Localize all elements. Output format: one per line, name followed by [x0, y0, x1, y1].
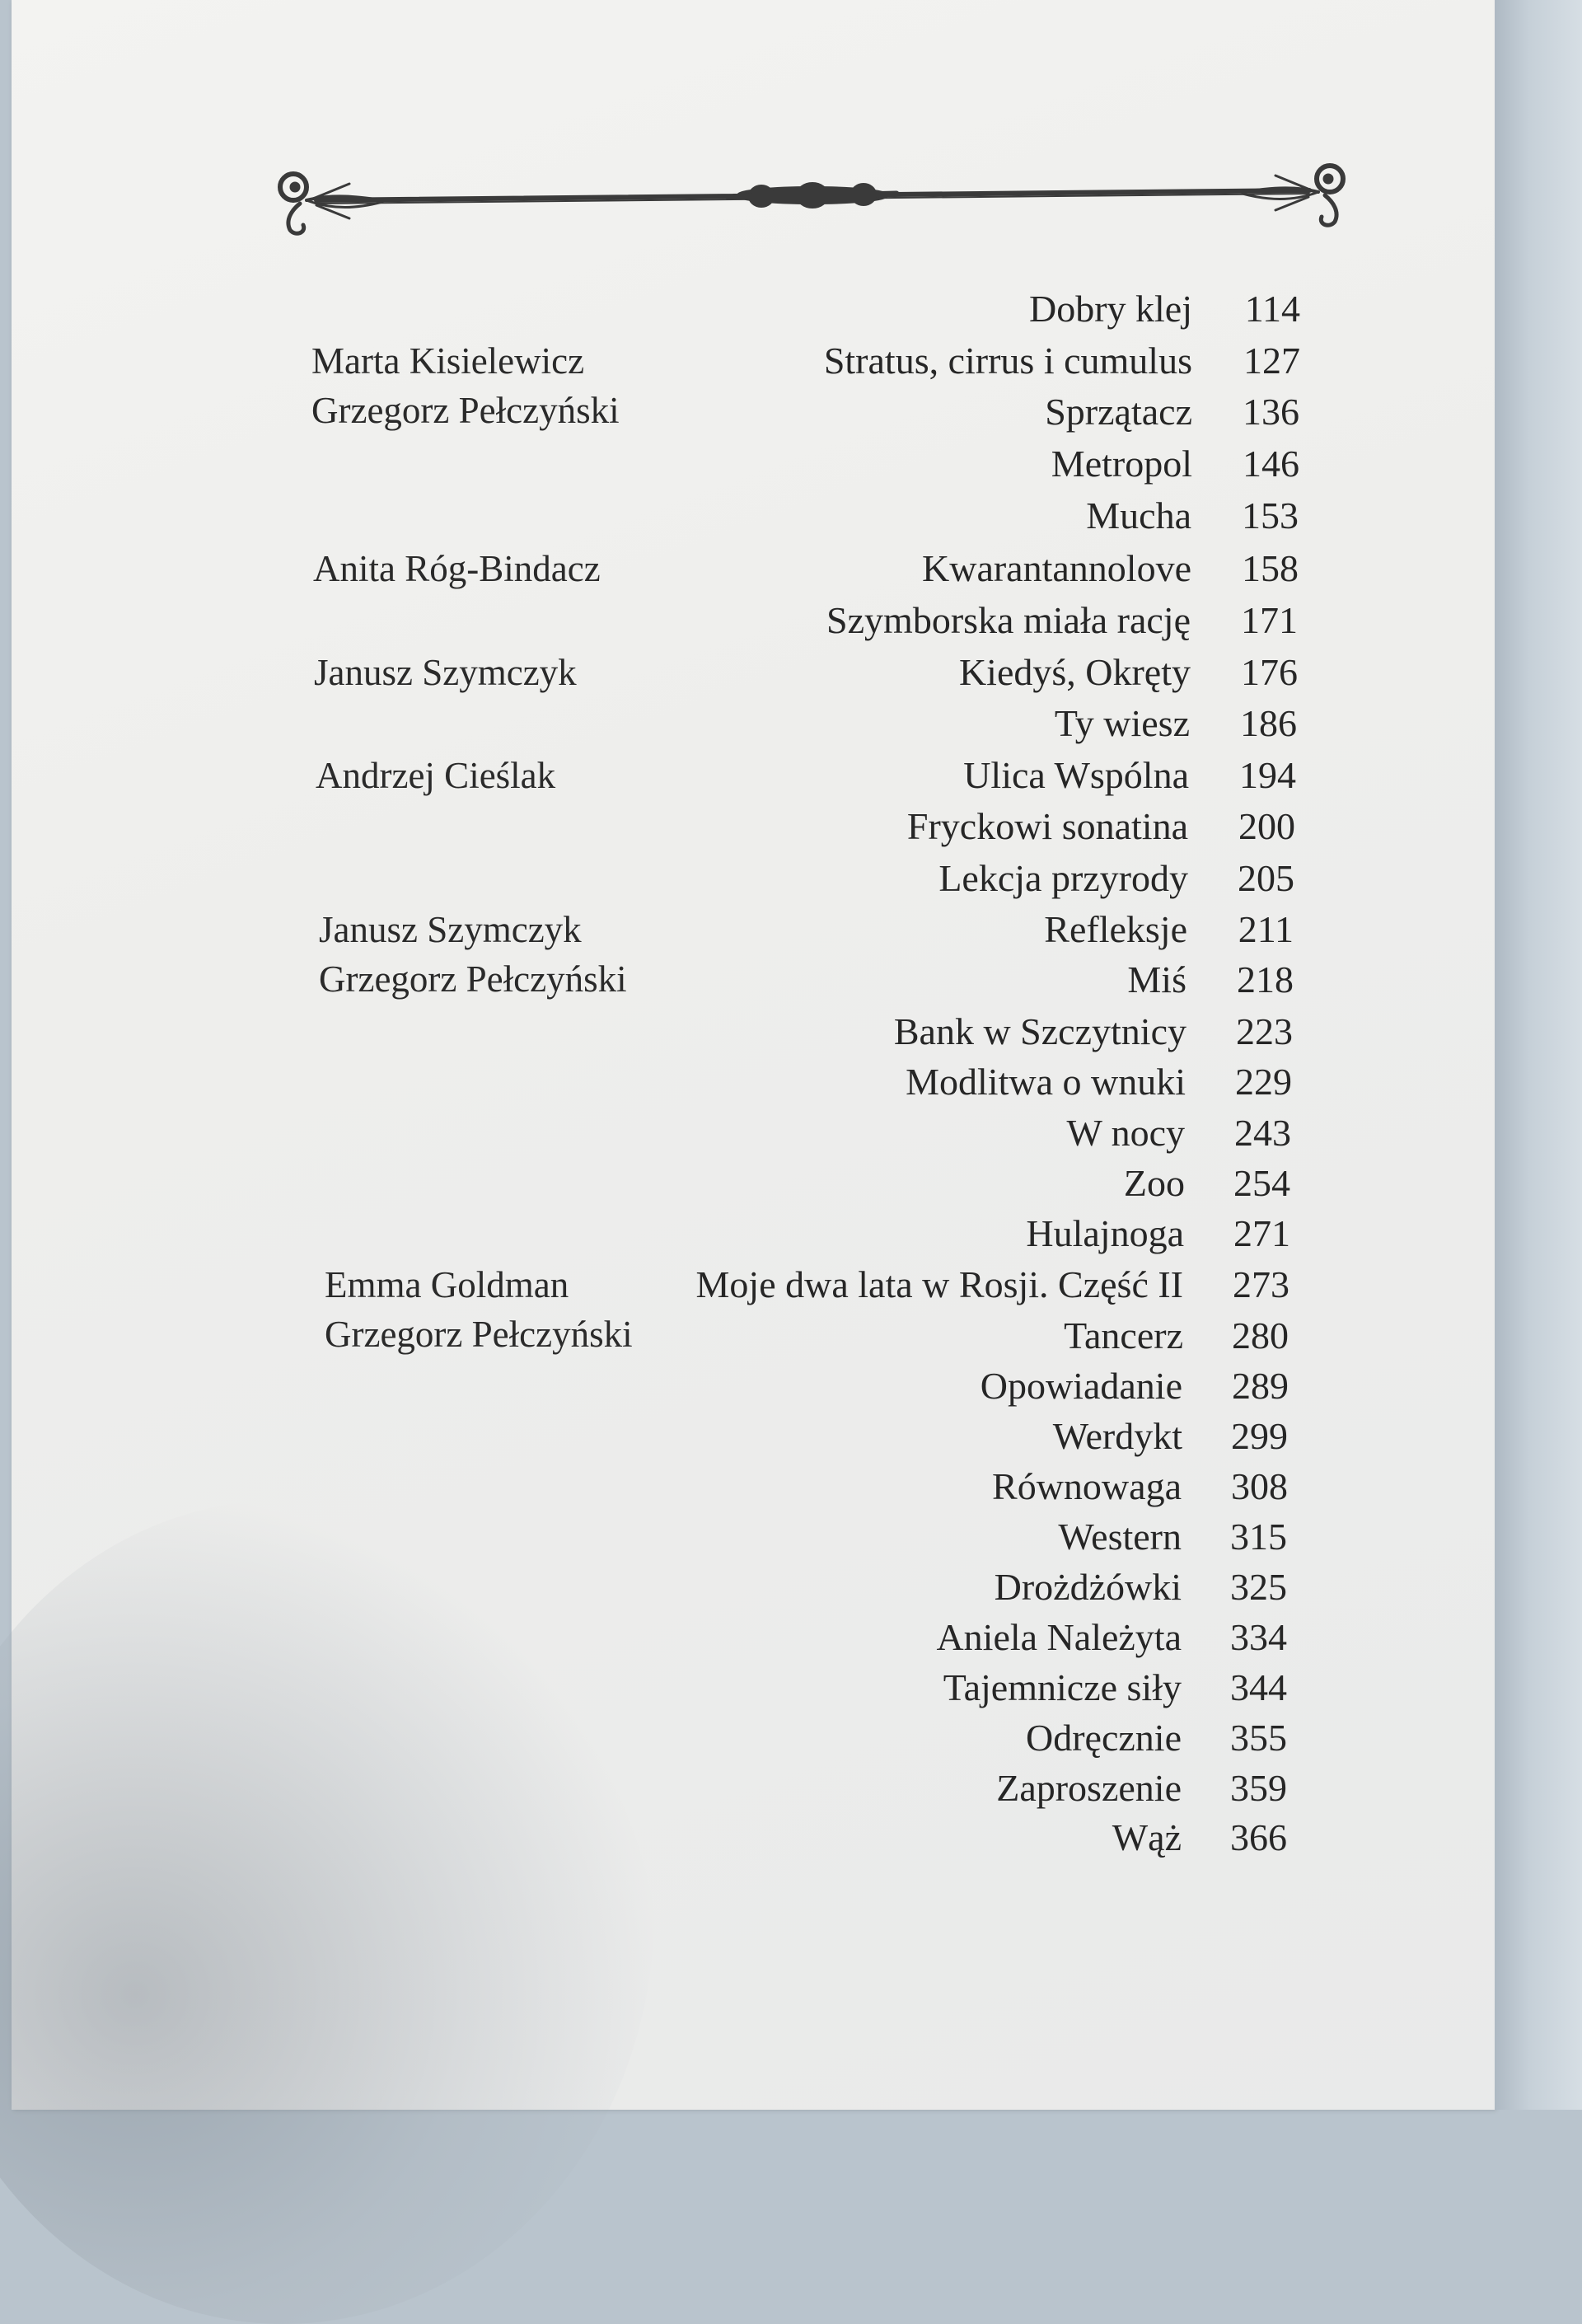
toc-page-number: 136: [1243, 391, 1299, 433]
toc-title: Odręcznie: [1026, 1717, 1182, 1759]
table-of-contents: [12, 0, 1495, 2110]
toc-author: Janusz Szymczyk: [319, 909, 582, 950]
toc-title: Zoo: [1123, 1162, 1185, 1204]
toc-entry: [12, 387, 1495, 437]
toc-title: Refleksje: [1044, 908, 1187, 950]
toc-page-number: 218: [1237, 958, 1294, 1000]
toc-title: Western: [1058, 1516, 1182, 1558]
toc-title: Moje dwa lata w Rosji. Część II: [695, 1263, 1183, 1305]
toc-title: Kiedyś, Okręty: [958, 651, 1191, 693]
toc-title: Sprzątacz: [1045, 391, 1192, 433]
toc-entry: [12, 1563, 1495, 1612]
toc-author: Emma Goldman: [325, 1264, 569, 1305]
toc-page-number: 299: [1231, 1415, 1288, 1457]
toc-entry: [12, 699, 1495, 748]
toc-page-number: 127: [1243, 340, 1300, 382]
toc-entry: [12, 1057, 1495, 1107]
toc-page-number: 355: [1230, 1717, 1287, 1759]
toc-title: Ulica Wspólna: [963, 754, 1189, 796]
toc-page-number: 186: [1240, 702, 1297, 744]
toc-page-number: 325: [1230, 1566, 1287, 1608]
toc-page-number: 223: [1236, 1010, 1293, 1052]
toc-title: Drożdżówki: [994, 1566, 1182, 1608]
book-page: [12, 0, 1495, 2110]
toc-title: Kwarantannolove: [922, 547, 1191, 589]
toc-title: Opowiadanie: [980, 1365, 1182, 1407]
toc-entry: [12, 1663, 1495, 1713]
toc-title: Hulajnoga: [1026, 1212, 1184, 1254]
toc-entry: [12, 284, 1495, 334]
toc-entry: [12, 1361, 1495, 1411]
toc-title: Tancerz: [1064, 1314, 1183, 1356]
toc-entry: [12, 491, 1495, 541]
toc-page-number: 280: [1232, 1314, 1289, 1356]
toc-title: Szymborska miała rację: [826, 599, 1191, 641]
toc-title: Wąż: [1112, 1816, 1182, 1858]
toc-page-number: 315: [1230, 1516, 1287, 1558]
toc-page-number: 205: [1238, 857, 1294, 899]
toc-page-number: 366: [1230, 1816, 1287, 1858]
toc-entry: [12, 596, 1495, 645]
toc-title: Tajemnicze siły: [943, 1666, 1182, 1708]
toc-page-number: 344: [1230, 1666, 1287, 1708]
toc-entry: [12, 1613, 1495, 1662]
toc-page-number: 334: [1230, 1616, 1287, 1658]
toc-title: Dobry klej: [1028, 288, 1192, 330]
toc-author: Marta Kisielewicz: [311, 340, 585, 382]
background-surface: [1495, 0, 1582, 2110]
toc-page-number: 211: [1238, 908, 1294, 950]
toc-page-number: 243: [1234, 1112, 1291, 1154]
toc-author: Andrzej Cieślak: [316, 755, 556, 796]
toc-title: Mucha: [1086, 494, 1191, 536]
toc-author: Grzegorz Pełczyński: [325, 1314, 633, 1355]
toc-page-number: 359: [1230, 1767, 1287, 1809]
toc-page-number: 176: [1241, 651, 1298, 693]
toc-entry: [12, 1813, 1495, 1862]
toc-entry: [12, 1462, 1495, 1511]
toc-page-number: 146: [1243, 443, 1299, 485]
toc-entry: [12, 1209, 1495, 1258]
toc-page-number: 289: [1232, 1365, 1289, 1407]
toc-page-number: 171: [1241, 599, 1298, 641]
toc-title: Fryckowi sonatina: [906, 805, 1188, 847]
toc-title: Miś: [1127, 958, 1186, 1000]
toc-entry: [12, 1311, 1495, 1361]
toc-entry: [12, 1764, 1495, 1813]
toc-title: Równowaga: [992, 1465, 1182, 1507]
toc-page-number: 153: [1242, 494, 1299, 536]
toc-title: Lekcja przyrody: [938, 857, 1188, 899]
toc-title: Bank w Szczytnicy: [893, 1010, 1186, 1052]
toc-author: Grzegorz Pełczyński: [319, 958, 627, 1000]
toc-page-number: 158: [1242, 547, 1299, 589]
toc-page-number: 114: [1244, 288, 1300, 330]
toc-page-number: 271: [1233, 1212, 1290, 1254]
toc-entry: [12, 1007, 1495, 1057]
toc-page-number: 229: [1235, 1061, 1292, 1103]
toc-entry: [12, 854, 1495, 903]
toc-page-number: 308: [1231, 1465, 1288, 1507]
toc-page-number: 273: [1233, 1263, 1289, 1305]
toc-entry: [12, 1512, 1495, 1562]
toc-entry: [12, 955, 1495, 1005]
toc-entry: [12, 544, 1495, 593]
toc-author: Anita Róg-Bindacz: [313, 548, 601, 589]
toc-title: Stratus, cirrus i cumulus: [823, 340, 1192, 382]
toc-entry: [12, 751, 1495, 800]
toc-title: Aniela Należyta: [936, 1616, 1182, 1658]
toc-title: Modlitwa o wnuki: [906, 1061, 1186, 1103]
toc-author: Grzegorz Pełczyński: [311, 390, 620, 431]
toc-entry: [12, 1108, 1495, 1158]
toc-page-number: 254: [1233, 1162, 1290, 1204]
toc-entry: [12, 1159, 1495, 1208]
toc-entry: [12, 1412, 1495, 1461]
toc-entry: [12, 1713, 1495, 1763]
toc-title: Zaproszenie: [996, 1767, 1182, 1809]
toc-entry: [12, 648, 1495, 697]
toc-title: W nocy: [1066, 1112, 1185, 1154]
toc-title: Metropol: [1051, 443, 1192, 485]
toc-title: Werdykt: [1052, 1415, 1182, 1457]
toc-entry: [12, 802, 1495, 851]
toc-page-number: 200: [1238, 805, 1295, 847]
toc-title: Ty wiesz: [1054, 702, 1190, 744]
toc-entry: [12, 439, 1495, 489]
toc-page-number: 194: [1239, 754, 1296, 796]
toc-author: Janusz Szymczyk: [314, 652, 577, 693]
